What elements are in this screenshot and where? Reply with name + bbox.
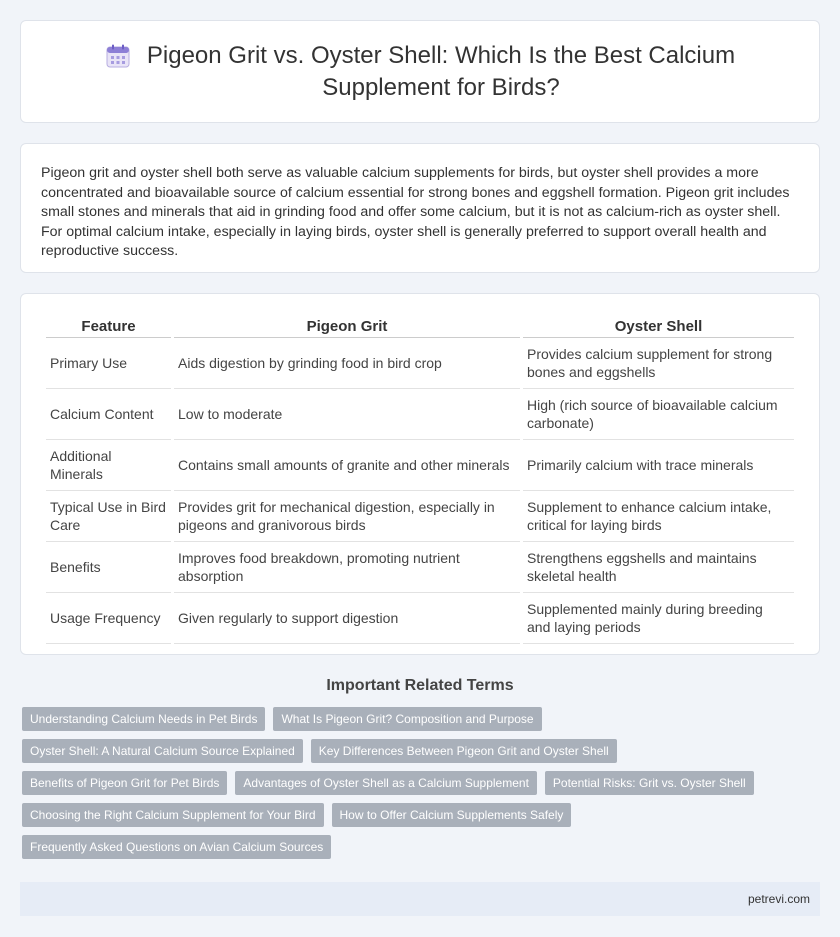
feature-cell: Calcium Content — [46, 389, 171, 440]
related-term-tag[interactable]: Frequently Asked Questions on Avian Calcium Sources — [22, 835, 331, 859]
oyster-shell-cell: Strengthens eggshells and maintains skeletal health — [523, 542, 794, 593]
page-title — [147, 40, 735, 104]
oyster-shell-cell: Supplement to enhance calcium intake, critical for laying birds — [523, 491, 794, 542]
table-header-row — [46, 310, 794, 338]
pigeon-grit-cell: Improves food breakdown, promoting nutrient absorption — [174, 542, 520, 593]
header-card — [20, 20, 820, 123]
oyster-shell-cell: Supplemented mainly during breeding and laying periods — [523, 593, 794, 644]
related-term-tag[interactable]: Key Differences Between Pigeon Grit and Oyster Shell — [311, 739, 617, 763]
oyster-shell-cell: High (rich source of bioavailable calcium carbonate) — [523, 389, 794, 440]
footer — [20, 882, 820, 916]
comparison-table-card — [20, 293, 820, 655]
page-title-line1: Pigeon Grit vs. Oyster Shell: Which Is the Best Calcium — [146, 41, 736, 69]
related-term-tag[interactable]: Advantages of Oyster Shell as a Calcium Supplement — [235, 771, 536, 795]
related-terms-title: Important Related Terms — [326, 677, 514, 694]
related-term-tag[interactable]: Potential Risks: Grit vs. Oyster Shell — [545, 771, 754, 795]
related-term-tag[interactable]: Understanding Calcium Needs in Pet Birds — [22, 707, 265, 731]
pigeon-grit-cell: Aids digestion by grinding food in bird crop — [174, 338, 520, 389]
oyster-shell-cell: Provides calcium supplement for strong bones and eggshells — [523, 338, 794, 389]
table-row — [46, 491, 794, 542]
table-row — [46, 593, 794, 644]
header-oyster-shell: Oyster Shell — [523, 310, 794, 338]
table-row — [46, 440, 794, 491]
pigeon-grit-cell: Low to moderate — [174, 389, 520, 440]
feature-cell: Benefits — [46, 542, 171, 593]
page-title-line2: Supplement for Birds? — [322, 73, 560, 101]
feature-cell: Usage Frequency — [46, 593, 171, 644]
table-row — [46, 542, 794, 593]
related-term-tag[interactable]: Benefits of Pigeon Grit for Pet Birds — [22, 771, 227, 795]
intro-card — [20, 143, 820, 273]
related-term-tag[interactable]: Oyster Shell: A Natural Calcium Source Explained — [22, 739, 303, 763]
intro-paragraph: Pigeon grit and oyster shell both serve as valuable calcium supplements for birds, but oyster shell provides a more concentrated and bioavailable source of calcium essential for strong bones and eggshell formation. Pigeon grit includes small stones and minerals that aid in grinding food and offer some calcium, but it is not as calcium-rich as oyster shell. For optimal calcium intake, especially in laying birds, oyster shell is generally preferred to support overall health and reproductive success. — [41, 165, 790, 259]
calendar-icon — [105, 43, 131, 69]
pigeon-grit-cell: Provides grit for mechanical digestion, especially in pigeons and granivorous birds — [174, 491, 520, 542]
feature-cell: Primary Use — [46, 338, 171, 389]
feature-cell: Typical Use in Bird Care — [46, 491, 171, 542]
table-row — [46, 338, 794, 389]
header-feature: Feature — [46, 310, 171, 338]
pigeon-grit-cell: Given regularly to support digestion — [174, 593, 520, 644]
oyster-shell-cell: Primarily calcium with trace minerals — [523, 440, 794, 491]
related-term-tag[interactable]: What Is Pigeon Grit? Composition and Purpose — [273, 707, 541, 731]
table-row — [46, 389, 794, 440]
feature-cell: Additional Minerals — [46, 440, 171, 491]
comparison-table — [43, 310, 797, 644]
related-term-tag[interactable]: How to Offer Calcium Supplements Safely — [332, 803, 572, 827]
related-terms-list — [22, 707, 820, 867]
footer-site-link[interactable]: petrevi.com — [747, 892, 810, 906]
header-pigeon-grit: Pigeon Grit — [174, 310, 520, 338]
related-term-tag[interactable]: Choosing the Right Calcium Supplement for Your Bird — [22, 803, 324, 827]
pigeon-grit-cell: Contains small amounts of granite and other minerals — [174, 440, 520, 491]
